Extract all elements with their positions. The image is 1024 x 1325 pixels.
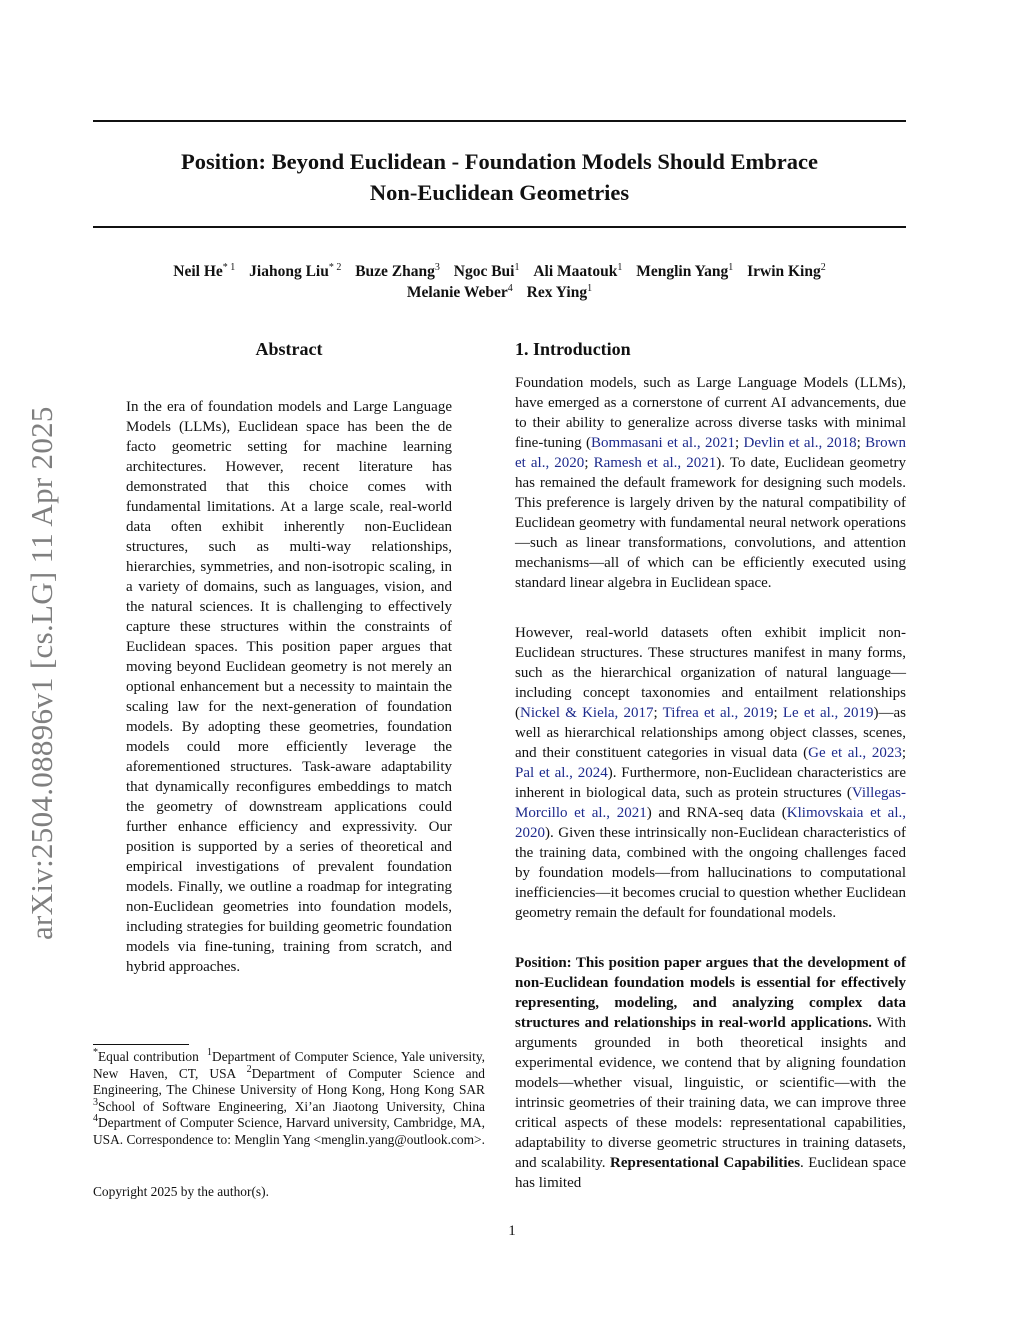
page-number: 1 — [508, 1223, 516, 1239]
inline-subheading: Representational Capabilities — [610, 1155, 801, 1171]
paper-title-line-2: Non-Euclidean Geometries — [369, 180, 630, 205]
affiliations-footnote: *Equal contribution $^1$Department of Computer Science, Yale university, New Haven, CT, USA $^2$Department of Computer Science and Engineering, The Chinese University of Hong Kong, Hong Kong SAR $^3$School of Software Engineering, Xi’an Jiaotong University, China $^4$Department of Computer Science, Harvard university, Cambridge, MA, USA. Correspondence to: Menglin Yang <menglin.yang@outlook.com>. — [93, 1047, 485, 1147]
author-list-line-2 — [93, 282, 906, 303]
introduction-paragraph-1: Foundation models, such as Large Language Models (LLMs), have emerged as a cornerstone of current AI advancements, due to their ability to generalize across diverse tasks with minimal fine-tuning (Bommasani et al., 2021; Devlin et al., 2018; Brown et al., 2020; Ramesh et al., 2021). To date, Euclidean geometry has remained the default framework for designing such models. This preference is largely driven by the natural compatibility of Euclidean geometry with fundamental neural network operations—such as linear transformations, convolutions, and attention mechanisms—all of which can be efficiently executed using standard linear algebra in Euclidean space. — [515, 375, 907, 591]
author-list-line-1 — [93, 261, 906, 282]
author: Ali Maatouk$^1$ — [533, 262, 623, 280]
abstract-text: In the era of foundation models and Large Language Models (LLMs), Euclidean space has been the de facto geometric setting for machine learning architectures. However, recent literature has demonstrated that this choice comes with fundamental limitations. At a large scale, real-world data often exhibit inherently non-Euclidean structures, such as multi-way relationships, hierarchies, symmetries, and non-isotropic scaling, in a variety of domains, such as languages, vision, and the natural sciences. It is challenging to effectively capture these structures within the constraints of Euclidean spaces. This position paper argues that moving beyond Euclidean geometry is not merely an optional enhancement but a necessity to maintain the scaling law for the next-generation of foundation models. By adopting these geometries, foundation models could more efficiently leverage the aforementioned structures. Task-aware adaptability that dynamically reconfigures embeddings to match the geometry of downstream applications could further enhance efficiency and expressivity. Our position is supported by a series of theoretical and empirical investigations of prevalent foundation models. Finally, we outline a roadmap for integrating non-Euclidean geometries into foundation models, including strategies for building geometric foundation models via fine-tuning, training from scratch, and hybrid approaches. — [126, 399, 452, 975]
author: Neil He$^{* 1}$ — [173, 262, 236, 280]
citation-link[interactable]: Villegas-Morcillo et al., 2021 — [515, 785, 906, 821]
footnote-rule — [93, 1044, 189, 1045]
citation-link[interactable]: Le et al., 2019 — [782, 705, 874, 721]
citation-link[interactable]: Bommasani et al., 2021 — [591, 435, 735, 451]
citation-link[interactable]: Klimovskaia et al., 2020 — [515, 805, 906, 841]
author: Rex Ying$^1$ — [526, 283, 593, 301]
citation-link[interactable]: Nickel & Kiela, 2017 — [520, 705, 654, 721]
author: Melanie Weber$^4$ — [406, 283, 513, 301]
author: Ngoc Bui$^1$ — [453, 262, 520, 280]
citation-link[interactable]: Pal et al., 2024 — [515, 765, 608, 781]
author: Menglin Yang$^1$ — [636, 262, 734, 280]
citation-link[interactable]: Ge et al., 2023 — [808, 745, 902, 761]
title-rule-bottom — [93, 226, 906, 228]
abstract-heading: Abstract — [255, 339, 323, 359]
paper-title-line-1: Position: Beyond Euclidean - Foundation Models Should Embrace — [181, 149, 818, 174]
citation-link[interactable]: Brown et al., 2020 — [515, 435, 907, 471]
introduction-heading: 1. Introduction — [515, 339, 631, 359]
introduction-paragraph-2: However, real-world datasets often exhibit implicit non-Euclidean structures. These structures manifest in many forms, such as the hierarchical organization of natural language—including concept taxonomies and entailment relationships (Nickel & Kiela, 2017; Tifrea et al., 2019; Le et al., 2019)—as well as hierarchical relationships among object classes, scenes, and their constituent categories in visual data (Ge et al., 2023; Pal et al., 2024). Furthermore, non-Euclidean characteristics are inherent in biological data, such as protein structures (Villegas-Morcillo et al., 2021) and RNA-seq data (Klimovskaia et al., 2020). Given these intrinsically non-Euclidean characteristics of the training data, combined with the ongoing challenges faced by foundation models—from hallucinations to computational inefficiencies—it becomes crucial to question whether Euclidean geometry remain the default for foundational models. — [515, 625, 907, 921]
citation-link[interactable]: Devlin et al., 2018 — [743, 435, 857, 451]
citation-link[interactable]: Tifrea et al., 2019 — [662, 705, 774, 721]
author: Buze Zhang$^3$ — [355, 262, 440, 280]
author: Irwin King$^2$ — [747, 262, 826, 280]
citation-link[interactable]: Ramesh et al., 2021 — [593, 455, 717, 471]
arxiv-identifier-stamp: arXiv:2504.08896v1 [cs.LG] 11 Apr 2025 — [24, 406, 59, 940]
author: Jiahong Liu$^{* 2}$ — [249, 262, 342, 280]
introduction-paragraph-3: Position: This position paper argues that the development of non-Euclidean foundation models is essential for effectively representing, modeling, and analyzing complex data structures and relationships in real-world applications. With arguments grounded in both theoretical insights and experimental evidence, we contend that by aligning foundation models—whether visual, linguistic, or scientific—with the intrinsic geometries of their training data, we can improve three critical aspects of these models: representational capabilities, adaptability to diverse geometric structures in training datasets, and scalability. Representational Capabilities. Euclidean space has limited — [515, 955, 907, 1191]
title-rule-top — [93, 120, 906, 122]
copyright-notice: Copyright 2025 by the author(s). — [93, 1184, 269, 1199]
position-statement: Position: This position paper argues that the development of non-Euclidean foundation models is essential for effectively representing, modeling, and analyzing complex data structures and relationships in real-world applications. — [515, 955, 906, 1031]
